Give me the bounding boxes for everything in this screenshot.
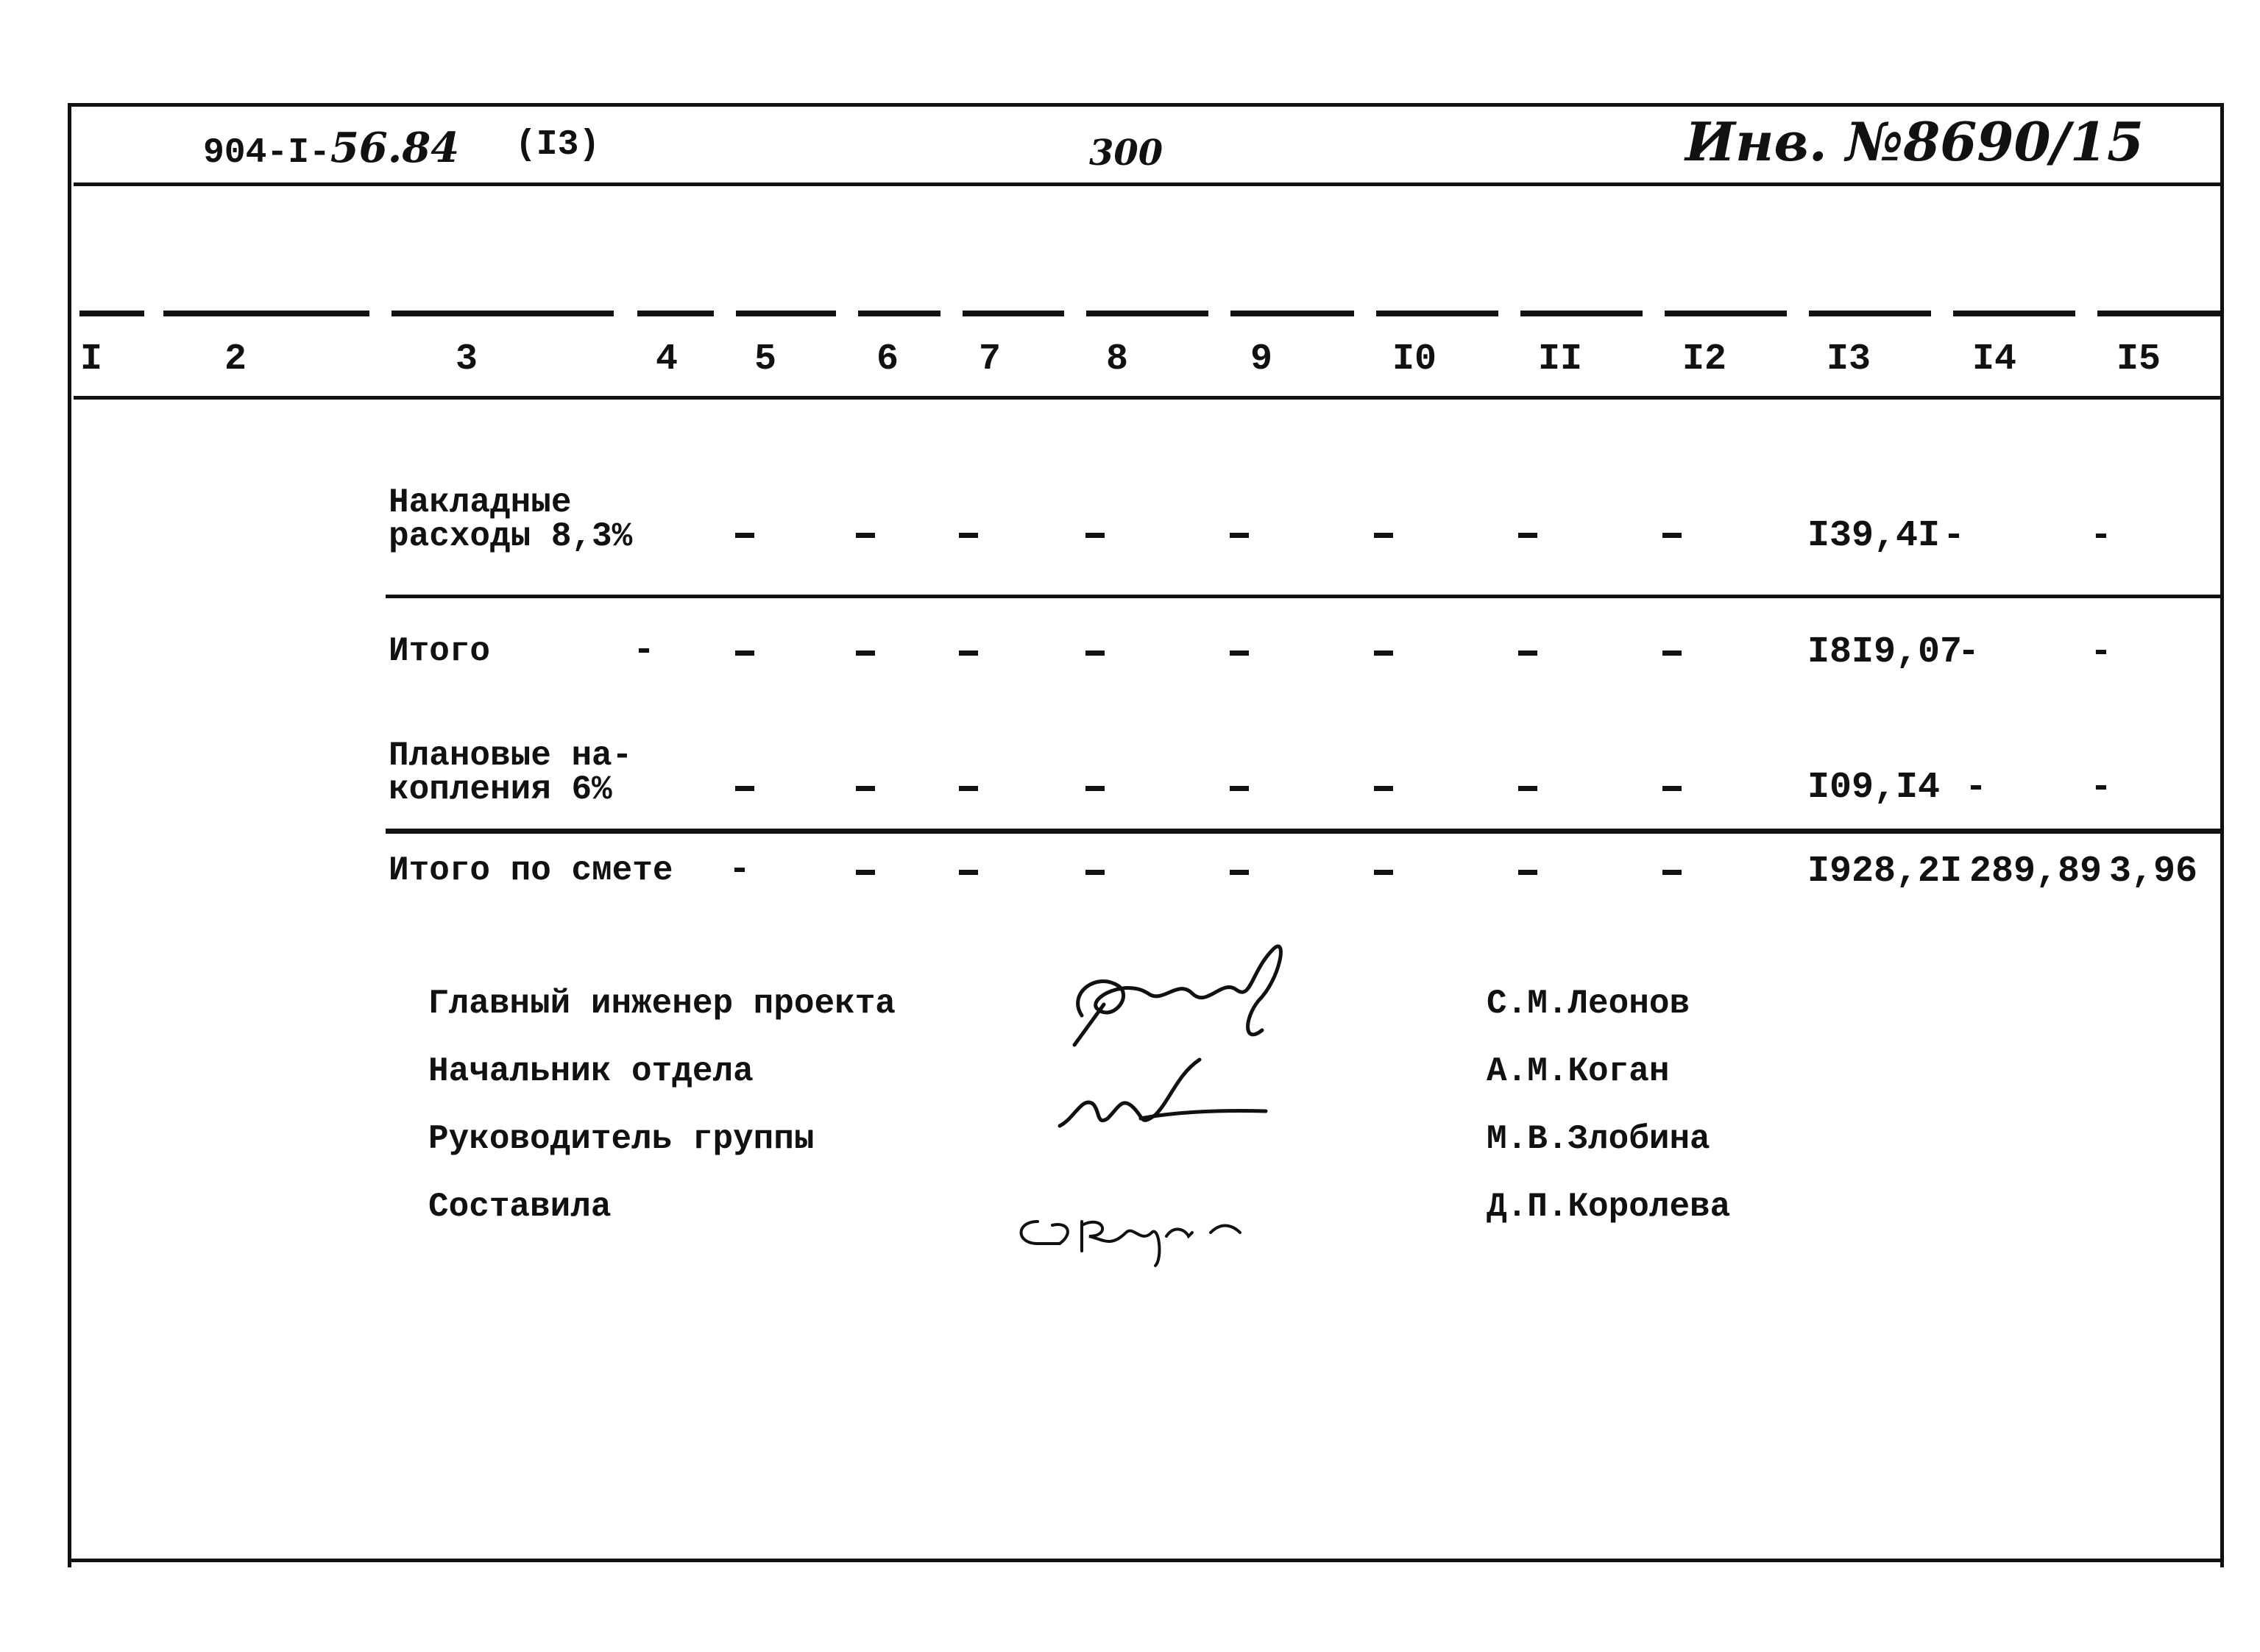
signature-role: Начальник отдела	[428, 1052, 754, 1091]
column-number: I	[79, 338, 103, 380]
row-label-line: Плановые на-	[389, 737, 633, 775]
cell-col4: -	[729, 849, 751, 891]
signature-role: Составила	[428, 1188, 612, 1226]
cell-col14: 289,89	[1969, 851, 2103, 893]
row-label	[389, 483, 633, 556]
cell-col15: -	[2090, 767, 2113, 809]
frame-left-line	[68, 103, 71, 1567]
column-number: 8	[1105, 338, 1129, 380]
column-number: I4	[1972, 338, 2017, 380]
column-number: 3	[455, 338, 478, 380]
cell-col13: I928,2I	[1807, 851, 1963, 893]
dash-cell	[1230, 870, 1249, 875]
dash-cell	[1230, 650, 1249, 656]
cell-col15: -	[2090, 631, 2113, 673]
dash-cell	[1374, 533, 1393, 538]
handwritten-signature-3	[1008, 1192, 1258, 1273]
column-number: I2	[1682, 338, 1727, 380]
doc-code	[203, 124, 459, 173]
row-label-line: расходы 8,3%	[389, 517, 633, 556]
sheet-number: (I3)	[515, 125, 601, 165]
dash-cell	[1085, 870, 1105, 875]
dash-cell	[1518, 786, 1537, 791]
dash-cell	[1085, 650, 1105, 656]
signature-name: М.В.Злобина	[1487, 1120, 1710, 1158]
dash-cell	[856, 533, 875, 538]
column-number: I3	[1826, 338, 1871, 380]
dash-cell	[1230, 786, 1249, 791]
column-number: 2	[224, 338, 247, 380]
dash-cell	[959, 533, 978, 538]
dash-cell	[1518, 870, 1537, 875]
column-number: 7	[978, 338, 1002, 380]
dash-cell	[1662, 650, 1682, 656]
row-rule	[386, 829, 2220, 834]
dash-cell	[1230, 533, 1249, 538]
column-number: II	[1537, 338, 1583, 380]
dash-cell	[735, 786, 754, 791]
row-label: Итого по смете	[389, 851, 673, 890]
column-number: I0	[1392, 338, 1437, 380]
dash-cell	[735, 533, 754, 538]
dash-cell	[1662, 533, 1682, 538]
dash-cell	[1518, 650, 1537, 656]
doc-code-printed: 904-I-	[203, 133, 330, 173]
handwritten-signature-1	[1052, 935, 1310, 1060]
dash-cell	[1518, 533, 1537, 538]
signature-name: С.М.Леонов	[1487, 985, 1690, 1023]
cell-col15: 3,96	[2109, 851, 2198, 893]
dash-cell	[1085, 533, 1105, 538]
inventory-number: Инв. №8690/15	[1685, 110, 2144, 173]
column-number: I5	[2116, 338, 2161, 380]
frame-right-line	[2220, 103, 2224, 1567]
dash-cell	[1374, 786, 1393, 791]
row-label-line: копления 6%	[389, 770, 612, 809]
cell-col13: I09,I4	[1807, 767, 1941, 809]
dash-cell	[1085, 786, 1105, 791]
cell-col14: -	[1965, 767, 1988, 809]
cell-col15: -	[2090, 515, 2113, 557]
dash-cell	[959, 786, 978, 791]
cell-col14: -	[1958, 631, 1980, 673]
dash-cell	[959, 650, 978, 656]
dash-cell	[856, 786, 875, 791]
signature-name: А.М.Коган	[1487, 1052, 1670, 1091]
cell-col13: I8I9,07	[1807, 631, 1963, 673]
frame-bottom-line	[68, 1559, 2224, 1562]
dash-cell	[856, 870, 875, 875]
dash-cell	[1662, 870, 1682, 875]
signature-name: Д.П.Королева	[1487, 1188, 1731, 1226]
frame-top-line	[68, 103, 2224, 107]
header-rule	[74, 182, 2220, 186]
row-label	[389, 737, 633, 809]
handwritten-signature-2	[1052, 1052, 1288, 1141]
dash-cell	[856, 650, 875, 656]
cell-col4: -	[633, 630, 656, 672]
cell-col13: I39,4I	[1807, 515, 1941, 557]
signature-role: Руководитель группы	[428, 1120, 815, 1158]
row-label: Итого	[389, 632, 491, 670]
signature-role: Главный инженер проекта	[428, 985, 896, 1023]
dash-cell	[1662, 786, 1682, 791]
dash-cell	[959, 870, 978, 875]
column-number: 9	[1250, 338, 1273, 380]
row-label-line: Накладные	[389, 483, 572, 522]
column-number-rule	[74, 396, 2220, 400]
column-number: 6	[876, 338, 899, 380]
dash-cell	[1374, 870, 1393, 875]
row-rule	[386, 595, 2220, 598]
column-number: 5	[754, 338, 777, 380]
doc-code-handwritten: 56.84	[330, 124, 460, 172]
dash-cell	[735, 650, 754, 656]
dash-cell	[1374, 650, 1393, 656]
page-number: 300	[1089, 132, 1163, 174]
column-number: 4	[655, 338, 679, 380]
cell-col14: -	[1943, 515, 1966, 557]
